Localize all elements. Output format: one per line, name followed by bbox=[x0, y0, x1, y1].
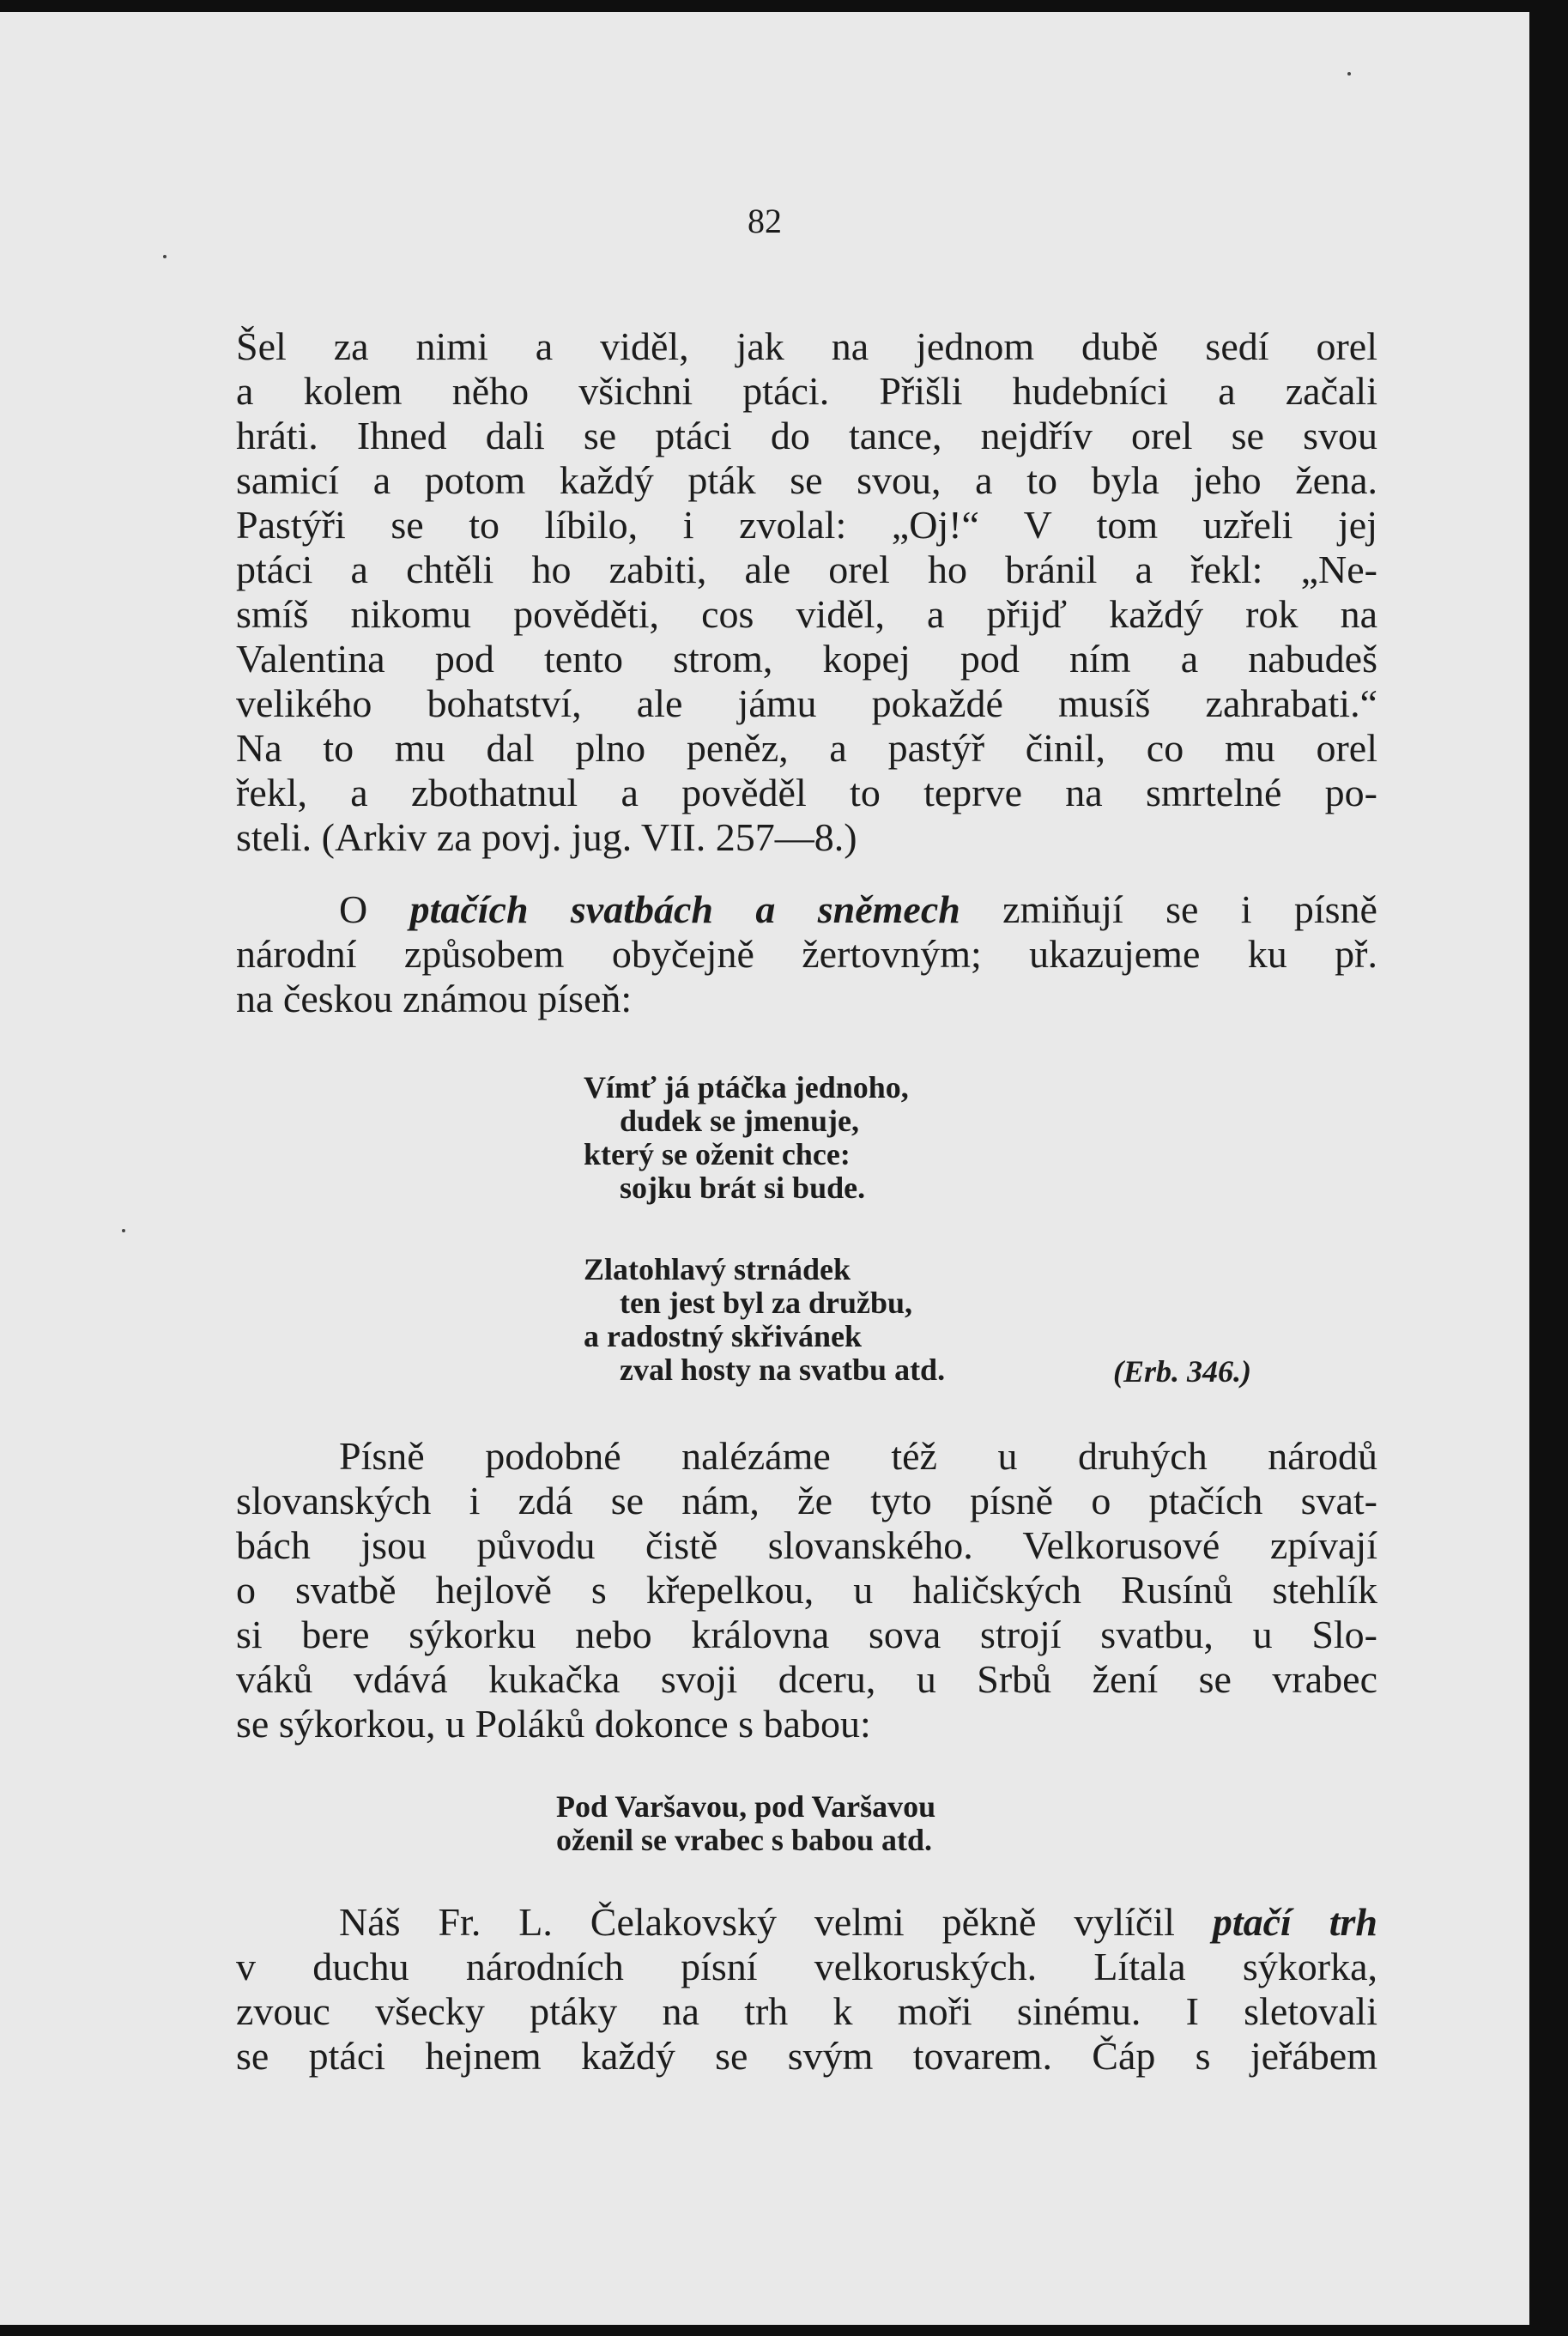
text-line bbox=[236, 887, 1377, 932]
text-line: se sýkorkou, u Poláků dokonce s babou: bbox=[236, 1702, 871, 1746]
verse-stanza-1 bbox=[584, 1071, 909, 1205]
paper-speck bbox=[122, 1229, 125, 1232]
paper-speck bbox=[1347, 72, 1351, 76]
paragraph-2 bbox=[236, 887, 1377, 1021]
verse-citation: (Erb. 346.) bbox=[1113, 1354, 1251, 1389]
verse-line: Vímť já ptáčka jednoho, bbox=[584, 1070, 909, 1104]
text-run: O bbox=[339, 887, 410, 931]
text-line: hráti. Ihned dali se ptáci do tance, nejdřív orel se svou bbox=[236, 414, 1377, 457]
verse-line: dudek se jmenuje, bbox=[620, 1104, 860, 1138]
text-line: velikého bohatství, ale jámu pokaždé musíš zahrabati.“ bbox=[236, 681, 1377, 725]
book-page bbox=[0, 12, 1529, 2325]
text-line: smíš nikomu pověděti, cos viděl, a přijď každý rok na bbox=[236, 592, 1377, 636]
verse-line: Zlatohlavý strnádek bbox=[584, 1252, 851, 1286]
text-line: váků vdává kukačka svoji dceru, u Srbů žení se vrabec bbox=[236, 1657, 1377, 1701]
verse-line: zval hosty na svatbu atd. bbox=[620, 1353, 946, 1387]
text-line: o svatbě hejlově s křepelkou, u haličských Rusínů stehlík bbox=[236, 1568, 1377, 1612]
text-line: Valentina pod tento strom, kopej pod ním a nabudeš bbox=[236, 637, 1377, 681]
page-number: 82 bbox=[748, 202, 782, 240]
text-line: si bere sýkorku nebo královna sova strojí svatbu, u Slo- bbox=[236, 1613, 1377, 1656]
verse-line: sojku brát si bude. bbox=[620, 1171, 866, 1205]
text-line: slovanských i zdá se nám, že tyto písně o ptačích svat- bbox=[236, 1479, 1377, 1522]
text-line: steli. (Arkiv za povj. jug. VII. 257—8.) bbox=[236, 815, 857, 859]
italic-phrase: ptačích svatbách a sněmech bbox=[409, 887, 960, 931]
verse-line: Pod Varšavou, pod Varšavou bbox=[556, 1789, 936, 1824]
text-run: Náš Fr. L. Čelakovský velmi pěkně vylíčil bbox=[339, 1900, 1213, 1944]
text-line: Šel za nimi a viděl, jak na jednom dubě sedí orel bbox=[236, 324, 1377, 368]
text-line: Pastýři se to líbilo, i zvolal: „Oj!“ V tom uzřeli jej bbox=[236, 503, 1377, 547]
paragraph-4 bbox=[236, 1900, 1377, 2079]
verse-line: který se oženit chce: bbox=[584, 1137, 851, 1171]
text-line: zvouc všecky ptáky na trh k moři sinému. I sletovali bbox=[236, 1989, 1377, 2033]
paper-speck bbox=[163, 255, 166, 258]
verse-stanza-2 bbox=[584, 1253, 945, 1387]
text-line: na českou známou píseň: bbox=[236, 977, 633, 1020]
text-line: ptáci a chtěli ho zabiti, ale orel ho bránil a řekl: „Ne- bbox=[236, 548, 1377, 591]
text-line: řekl, a zbothatnul a pověděl to teprve na smrtelné po- bbox=[236, 771, 1377, 814]
text-line: samicí a potom každý pták se svou, a to byla jeho žena. bbox=[236, 458, 1377, 502]
text-line: a kolem něho všichni ptáci. Přišli hudebníci a začali bbox=[236, 369, 1377, 413]
verse-line: a radostný skřivánek bbox=[584, 1319, 863, 1353]
text-line: Na to mu dal plno peněz, a pastýř činil, co mu orel bbox=[236, 726, 1377, 770]
italic-phrase: ptačí trh bbox=[1212, 1900, 1377, 1944]
verse-line: oženil se vrabec s babou atd. bbox=[556, 1823, 933, 1857]
text-line bbox=[236, 1900, 1377, 1945]
text-run: zmiňují se i písně bbox=[960, 887, 1377, 931]
text-line: se ptáci hejnem každý se svým tovarem. Čáp s jeřábem bbox=[236, 2034, 1377, 2078]
verse-line: ten jest byl za družbu, bbox=[620, 1286, 912, 1320]
text-line: bách jsou původu čistě slovanského. Velkorusové zpívají bbox=[236, 1523, 1377, 1567]
text-line: v duchu národních písní velkoruských. Lítala sýkorka, bbox=[236, 1945, 1377, 1988]
verse-stanza-3 bbox=[556, 1790, 935, 1857]
paragraph-1 bbox=[236, 324, 1377, 860]
paragraph-3 bbox=[236, 1434, 1377, 1746]
text-line: Písně podobné nalézáme též u druhých národů bbox=[339, 1434, 1377, 1478]
text-line: národní způsobem obyčejně žertovným; ukazujeme ku př. bbox=[236, 932, 1377, 976]
